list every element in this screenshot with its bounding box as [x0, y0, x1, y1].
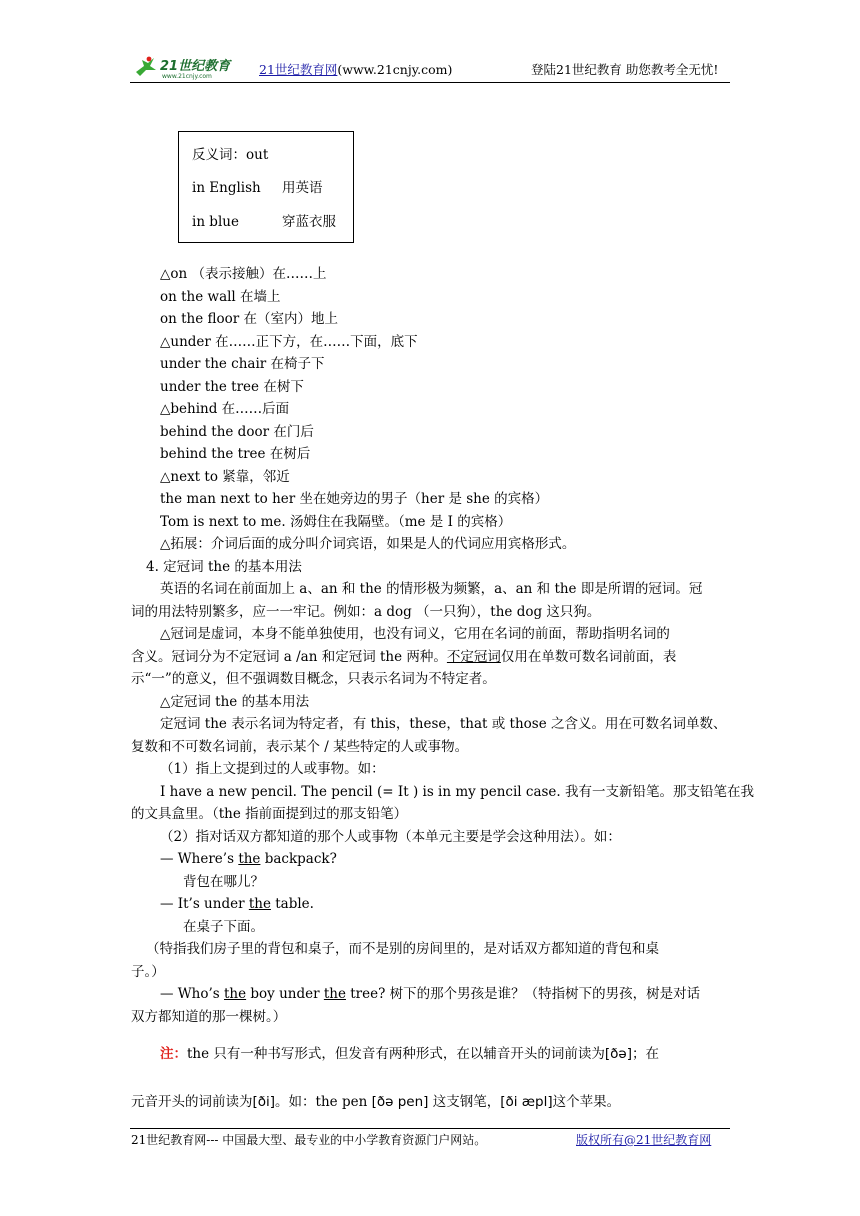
text-line: 子。） [131, 964, 165, 980]
box-row2-en: in English [192, 180, 261, 196]
logo-text: 21世纪教育 [160, 59, 231, 74]
footer-copyright-link[interactable]: 版权所有@21世纪教育网 [576, 1133, 712, 1147]
section-heading: 4. 定冠词 the 的基本用法 [146, 559, 302, 575]
text-line: the man next to her 坐在她旁边的男子（her 是 she 的宾格） [160, 491, 549, 507]
note-label: 注： [160, 1046, 187, 1062]
text-span: ；在 [632, 1046, 660, 1062]
text-line: behind the tree 在树后 [160, 446, 311, 462]
text-line: 复数和不可数名词前，表示某个 / 某些特定的人或事物。 [131, 739, 469, 755]
text-line: 背包在哪儿？ [183, 874, 264, 890]
underlined-the: the [248, 896, 271, 912]
text-span: boy under [246, 986, 324, 1002]
phonetic: [ðə pen] [371, 1094, 429, 1110]
text-line: △冠词是虚词，本身不能单独使用，也没有词义，它用在名词的前面，帮助指明名词的 [160, 626, 670, 642]
text-line: behind the door 在门后 [160, 424, 314, 440]
text-span: the 只有一种书写形式，但发音有两种形式，在以辅音开头的词前读为 [187, 1046, 605, 1062]
text-span: — It’s under [160, 896, 249, 912]
text-line: 双方都知道的那一棵树。） [131, 1009, 287, 1025]
text-line: 定冠词 the 表示名词为特定者，有 this，these，that 或 those 之含义。用在可数名词单数、 [160, 716, 727, 732]
text-span: 这个苹果。 [552, 1094, 621, 1110]
text-line: under the tree 在树下 [160, 379, 304, 395]
text-line: Tom is next to me. 汤姆住在我隔壁。（me 是 I 的宾格） [160, 514, 512, 530]
underlined-the: the [323, 986, 346, 1002]
dialogue-line [160, 895, 314, 913]
text-line: 的文具盒里。（the 指前面提到过的那支铅笔） [131, 806, 408, 822]
text-line: △next to 紧靠，邻近 [160, 469, 290, 485]
text-line: under the chair 在椅子下 [160, 356, 325, 372]
box-line-1: 反义词：out [192, 147, 269, 163]
text-span: — Who’s [160, 986, 224, 1002]
text-span: 仅用在单数可数名词前面，表 [500, 649, 677, 665]
header-rule [130, 82, 730, 83]
phonetic: [ðə] [604, 1046, 633, 1062]
phonetic: [ði] [252, 1094, 276, 1110]
text-span: backpack? [260, 851, 337, 867]
phonetic: [ði æpl] [500, 1094, 553, 1110]
underlined-term: 不定冠词 [446, 649, 501, 665]
site-logo [132, 54, 238, 80]
underlined-the: the [224, 986, 247, 1002]
text-line: △定冠词 the 的基本用法 [160, 694, 310, 710]
note-line [160, 1045, 659, 1063]
site-link[interactable]: 21世纪教育网 [259, 62, 338, 77]
text-line: △under 在……正下方，在……下面，底下 [160, 334, 418, 350]
text-line: △behind 在……后面 [160, 401, 290, 417]
text-span: tree? 树下的那个男孩是谁？（特指树下的男孩，树是对话 [345, 986, 701, 1002]
box-row2-zh: 用英语 [282, 180, 323, 196]
dialogue-line [160, 850, 337, 868]
text-span: 元音开头的词前读为 [131, 1094, 253, 1110]
site-url-text: (www.21cnjy.com) [337, 62, 453, 77]
text-line: △拓展：介词后面的成分叫介词宾语，如果是人的代词应用宾格形式。 [160, 536, 576, 552]
dialogue-line [160, 985, 700, 1003]
box-row3-en: in blue [192, 214, 239, 230]
logo-subtext: www.21cnjy.com [162, 73, 212, 80]
text-span: 含义。冠词分为不定冠词 a /an 和定冠词 the 两种。 [131, 649, 447, 665]
text-line: on the wall 在墙上 [160, 289, 281, 305]
footer-left: 21世纪教育网--- 中国最大型、最专业的中小学教育资源门户网站。 [131, 1133, 487, 1147]
box-row3-zh: 穿蓝衣服 [282, 214, 336, 230]
header-slogan: 登陆21世纪教育 助您教考全无忧! [531, 62, 719, 77]
text-line: on the floor 在（室内）地上 [160, 311, 339, 327]
text-line: （2）指对话双方都知道的那个人或事物（本单元主要是学会这种用法）。如： [160, 829, 621, 845]
text-line: 英语的名词在前面加上 a、an 和 the 的情形极为频繁，a、an 和 the 即是所谓的冠词。冠 [160, 581, 703, 597]
text-line: 示“一”的意义，但不强调数目概念，只表示名词为不特定者。 [131, 671, 496, 687]
text-line: 词的用法特别繁多，应一一牢记。例如：a dog （一只狗），the dog 这只狗。 [131, 604, 601, 620]
text-line: I have a new pencil. The pencil (= It ) is in my pencil case. 我有一支新铅笔。那支铅笔在我 [160, 784, 754, 800]
text-line [131, 648, 676, 666]
header-site-info [259, 60, 452, 78]
text-span: 这支钢笔， [428, 1094, 501, 1110]
footer-rule [130, 1128, 730, 1129]
text-line: （1）指上文提到过的人或事物。如： [160, 761, 385, 777]
text-line: （特指我们房子里的背包和桌子，而不是别的房间里的，是对话双方都知道的背包和桌 [146, 941, 659, 957]
underlined-the: the [238, 851, 261, 867]
note-line [131, 1093, 620, 1111]
text-span: — Where’s [160, 851, 239, 867]
text-line: △on （表示接触）在……上 [160, 266, 327, 282]
text-span: 。如：the pen [275, 1094, 372, 1110]
text-line: 在桌子下面。 [183, 919, 264, 935]
text-span: table. [270, 896, 314, 912]
